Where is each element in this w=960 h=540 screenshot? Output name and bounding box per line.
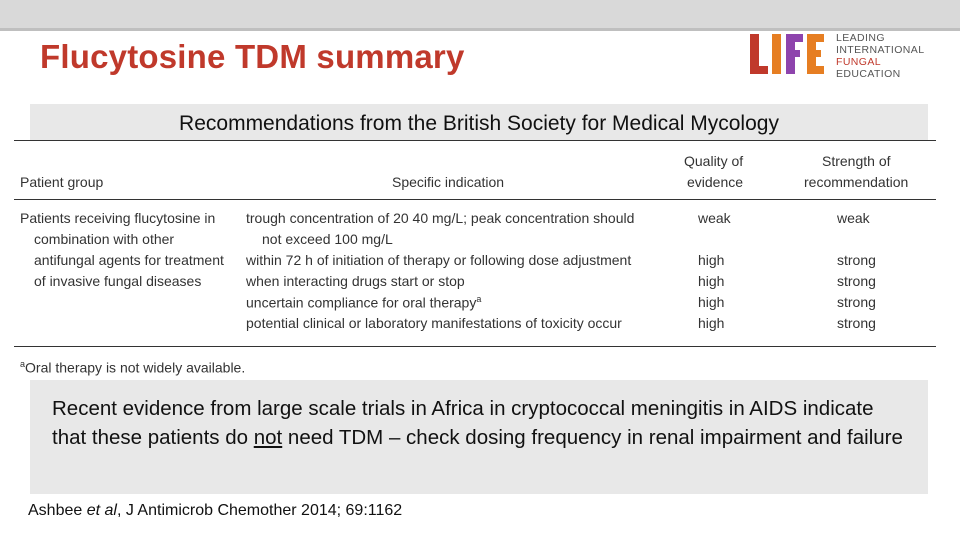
subtitle: Recommendations from the British Society for Medical Mycology — [179, 112, 779, 135]
quality-cell: high — [698, 294, 725, 310]
indication-cell — [246, 294, 481, 311]
key-message-box — [30, 380, 928, 494]
quality-cell: high — [698, 315, 725, 331]
header-quality-line2: evidence — [687, 174, 744, 190]
strength-cell: strong — [837, 273, 876, 289]
table-bottom-rule — [14, 346, 936, 347]
table-footnote — [20, 359, 245, 376]
life-logo-text: LEADING INTERNATIONAL FUNGAL EDUCATION — [836, 32, 925, 80]
header-quality-line1: Quality of — [684, 153, 744, 169]
indication-text: uncertain compliance for oral therapy — [246, 294, 477, 311]
strength-cell: strong — [837, 252, 876, 268]
life-logo — [748, 30, 948, 80]
strength-cell: weak — [837, 210, 870, 226]
citation-etal: et al — [86, 502, 117, 519]
header-specific-indication: Specific indication — [392, 174, 505, 190]
header-strength-line2: recommendation — [804, 174, 909, 190]
patient-group-line: Patients receiving flucytosine in — [20, 210, 216, 226]
quality-cell: weak — [698, 210, 731, 226]
quality-cell: high — [698, 273, 725, 289]
indication-cell: not exceed 100 mg/L — [262, 231, 393, 247]
top-bar — [0, 0, 960, 28]
strength-cell: strong — [837, 294, 876, 310]
footnote-marker: a — [476, 294, 482, 304]
header-rule — [14, 199, 936, 200]
indication-cell: when interacting drugs start or stop — [246, 273, 465, 289]
quality-cell: high — [698, 252, 725, 268]
emphasis-not: not — [253, 426, 283, 449]
patient-group-line: combination with other — [34, 231, 175, 247]
footnote-text: Oral therapy is not widely available. — [25, 359, 246, 376]
indication-cell: within 72 h of initiation of therapy or following dose adjustment — [246, 252, 632, 268]
citation-box — [22, 494, 442, 528]
patient-group-line: of invasive fungal diseases — [34, 273, 202, 289]
indication-cell: trough concentration of 20 40 mg/L; peak concentration should — [246, 210, 635, 226]
header-patient-group: Patient group — [20, 174, 104, 190]
recommendations-table — [14, 140, 936, 380]
indication-cell: potential clinical or laboratory manifestations of toxicity occur — [246, 315, 622, 331]
key-message-text: Recent evidence from large scale trials in Africa in cryptococcal meningitis in AIDS indicate that these patients do not need TDM – check dosing frequency in renal impairment and failure — [52, 397, 903, 449]
citation: Ashbee et al, J Antimicrob Chemother 2014; 69:1162 — [28, 502, 403, 519]
subtitle-band — [30, 104, 928, 140]
slide-title: Flucytosine TDM summary — [40, 38, 465, 75]
header-strength-line1: Strength of — [822, 153, 891, 169]
patient-group-line: antifungal agents for treatment — [34, 252, 224, 268]
table-top-rule — [14, 140, 936, 141]
footnote-sup: a — [20, 359, 26, 369]
strength-cell: strong — [837, 315, 876, 331]
life-logo-mark — [748, 30, 826, 78]
